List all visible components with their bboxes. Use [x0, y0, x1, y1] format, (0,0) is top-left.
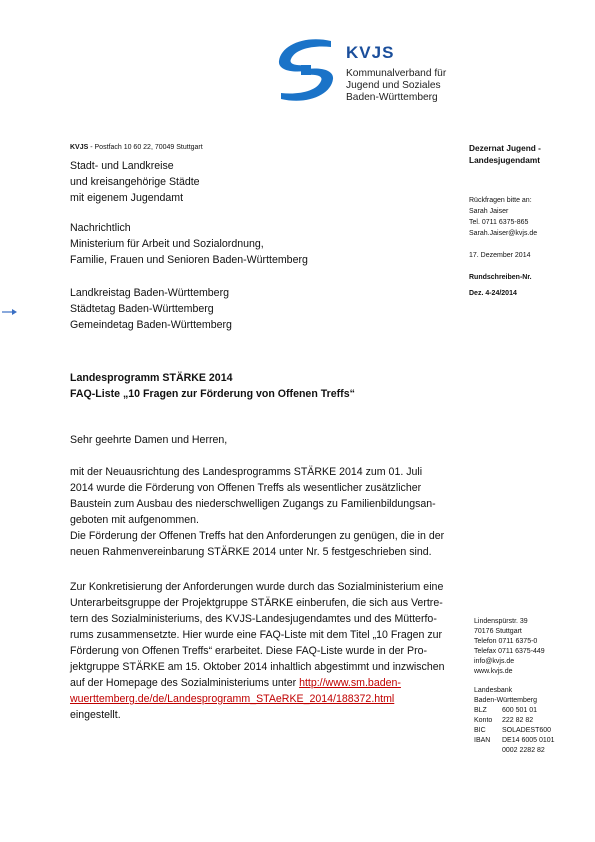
salutation: Sehr geehrte Damen und Herren,: [70, 434, 228, 446]
letter-date: 17. Dezember 2014: [469, 252, 531, 259]
ministry-link[interactable]: http://www.sm.baden-: [299, 677, 401, 689]
department: Dezernat Jugend - Landesjugendamt: [469, 143, 541, 165]
logo-name: KVJS: [346, 43, 395, 62]
bank-row: BLZ 600 501 01: [474, 707, 538, 714]
bank-info: Landesbank Baden-Württemberg BLZ 600 501 01 Konto 222 82 82 BIC SOLADEST600 IBAN DE14 6005 0101 0002 2282 82: [474, 687, 555, 754]
kvjs-logo-icon: [275, 37, 337, 103]
circular-label: Rundschreiben-Nr.: [469, 274, 532, 281]
bank-row: Konto 222 82 82: [474, 717, 534, 724]
sender-line: KVJS - Postfach 10 60 22, 70049 Stuttgart: [70, 144, 203, 151]
logo-subtitle: Kommunalverband für Jugend und Soziales Baden-Württemberg: [346, 68, 447, 103]
contact-block: Rückfragen bitte an: Sarah Jaiser Tel. 0711 6375-865 Sarah.Jaiser@kvjs.de: [469, 197, 538, 237]
circular-number: Dez. 4-24/2014: [469, 290, 517, 297]
paragraph-1: mit der Neuausrichtung des Landesprogramms STÄRKE 2014 zum 01. Juli 2014 wurde die Förderung von Offenen Treffs als wesentlicher zusätzlicher Baustein zum Ausbau des niederschwelligen Zugangs zu Familienbildungsan- geboten mit aufgenommen. Die Förderung der Offenen Treffs hat den Anforderungen zu genügen, die in der neuen Rahmenvereinbarung STÄRKE 2014 unter Nr. 5 festgeschrieben sind.: [70, 466, 445, 558]
subject: Landesprogramm STÄRKE 2014 FAQ-Liste „10 Fragen zur Förderung von Offenen Treffs“: [70, 372, 355, 400]
recipient-group-3: Landkreistag Baden-Württemberg Städtetag Baden-Württemberg Gemeindetag Baden-Württemberg: [70, 287, 232, 331]
recipient-group-2: Nachrichtlich Ministerium für Arbeit und Sozialordnung, Familie, Frauen und Senioren Baden-Württemberg: [70, 222, 308, 266]
email-link[interactable]: info@kvjs.de: [474, 658, 515, 665]
bank-row: BIC SOLADEST600: [474, 727, 552, 734]
bank-row: 0002 2282 82: [502, 747, 545, 754]
website-link[interactable]: www.kvjs.de: [474, 668, 513, 675]
ministry-link-continued[interactable]: wuerttemberg.de/de/Landesprogramm_STAeRKE_2014/188372.html: [70, 693, 395, 705]
bank-row: IBAN DE14 6005 0101: [474, 737, 555, 744]
paragraph-2: Zur Konkretisierung der Anforderungen wurde durch das Sozialministerium eine Unterarbeitsgruppe der Projektgruppe STÄRKE einberufen, die sich aus Vertre- tern des Sozialministeriums, des KVJS-Landesjugendamtes und des Mütterfo- rums zusammensetzte. Hier wurde eine FAQ-Liste mit dem Titel „10 Fragen zur Förderung von Offenen Treffs“ erarbeitet. Diese FAQ-Liste wurde in der Pro- jektgruppe STÄRKE am 15. Oktober 2014 inhaltlich abgestimmt und inzwischen auf der Homepage des Sozialministeriums unter http://www.sm.baden- wuerttemberg.de/de/Landesprogramm_STAeRKE_2014/188372.html eingestellt.: [70, 581, 445, 721]
address-info: Lindenspürstr. 39 70176 Stuttgart Telefon 0711 6375-0 Telefax 0711 6375-449 info@kvjs.de www.kvjs.de: [474, 618, 545, 675]
arrow-right-icon: [2, 308, 18, 316]
recipient-group-1: Stadt- und Landkreise und kreisangehörige Städte mit eigenem Jugendamt: [70, 160, 200, 204]
